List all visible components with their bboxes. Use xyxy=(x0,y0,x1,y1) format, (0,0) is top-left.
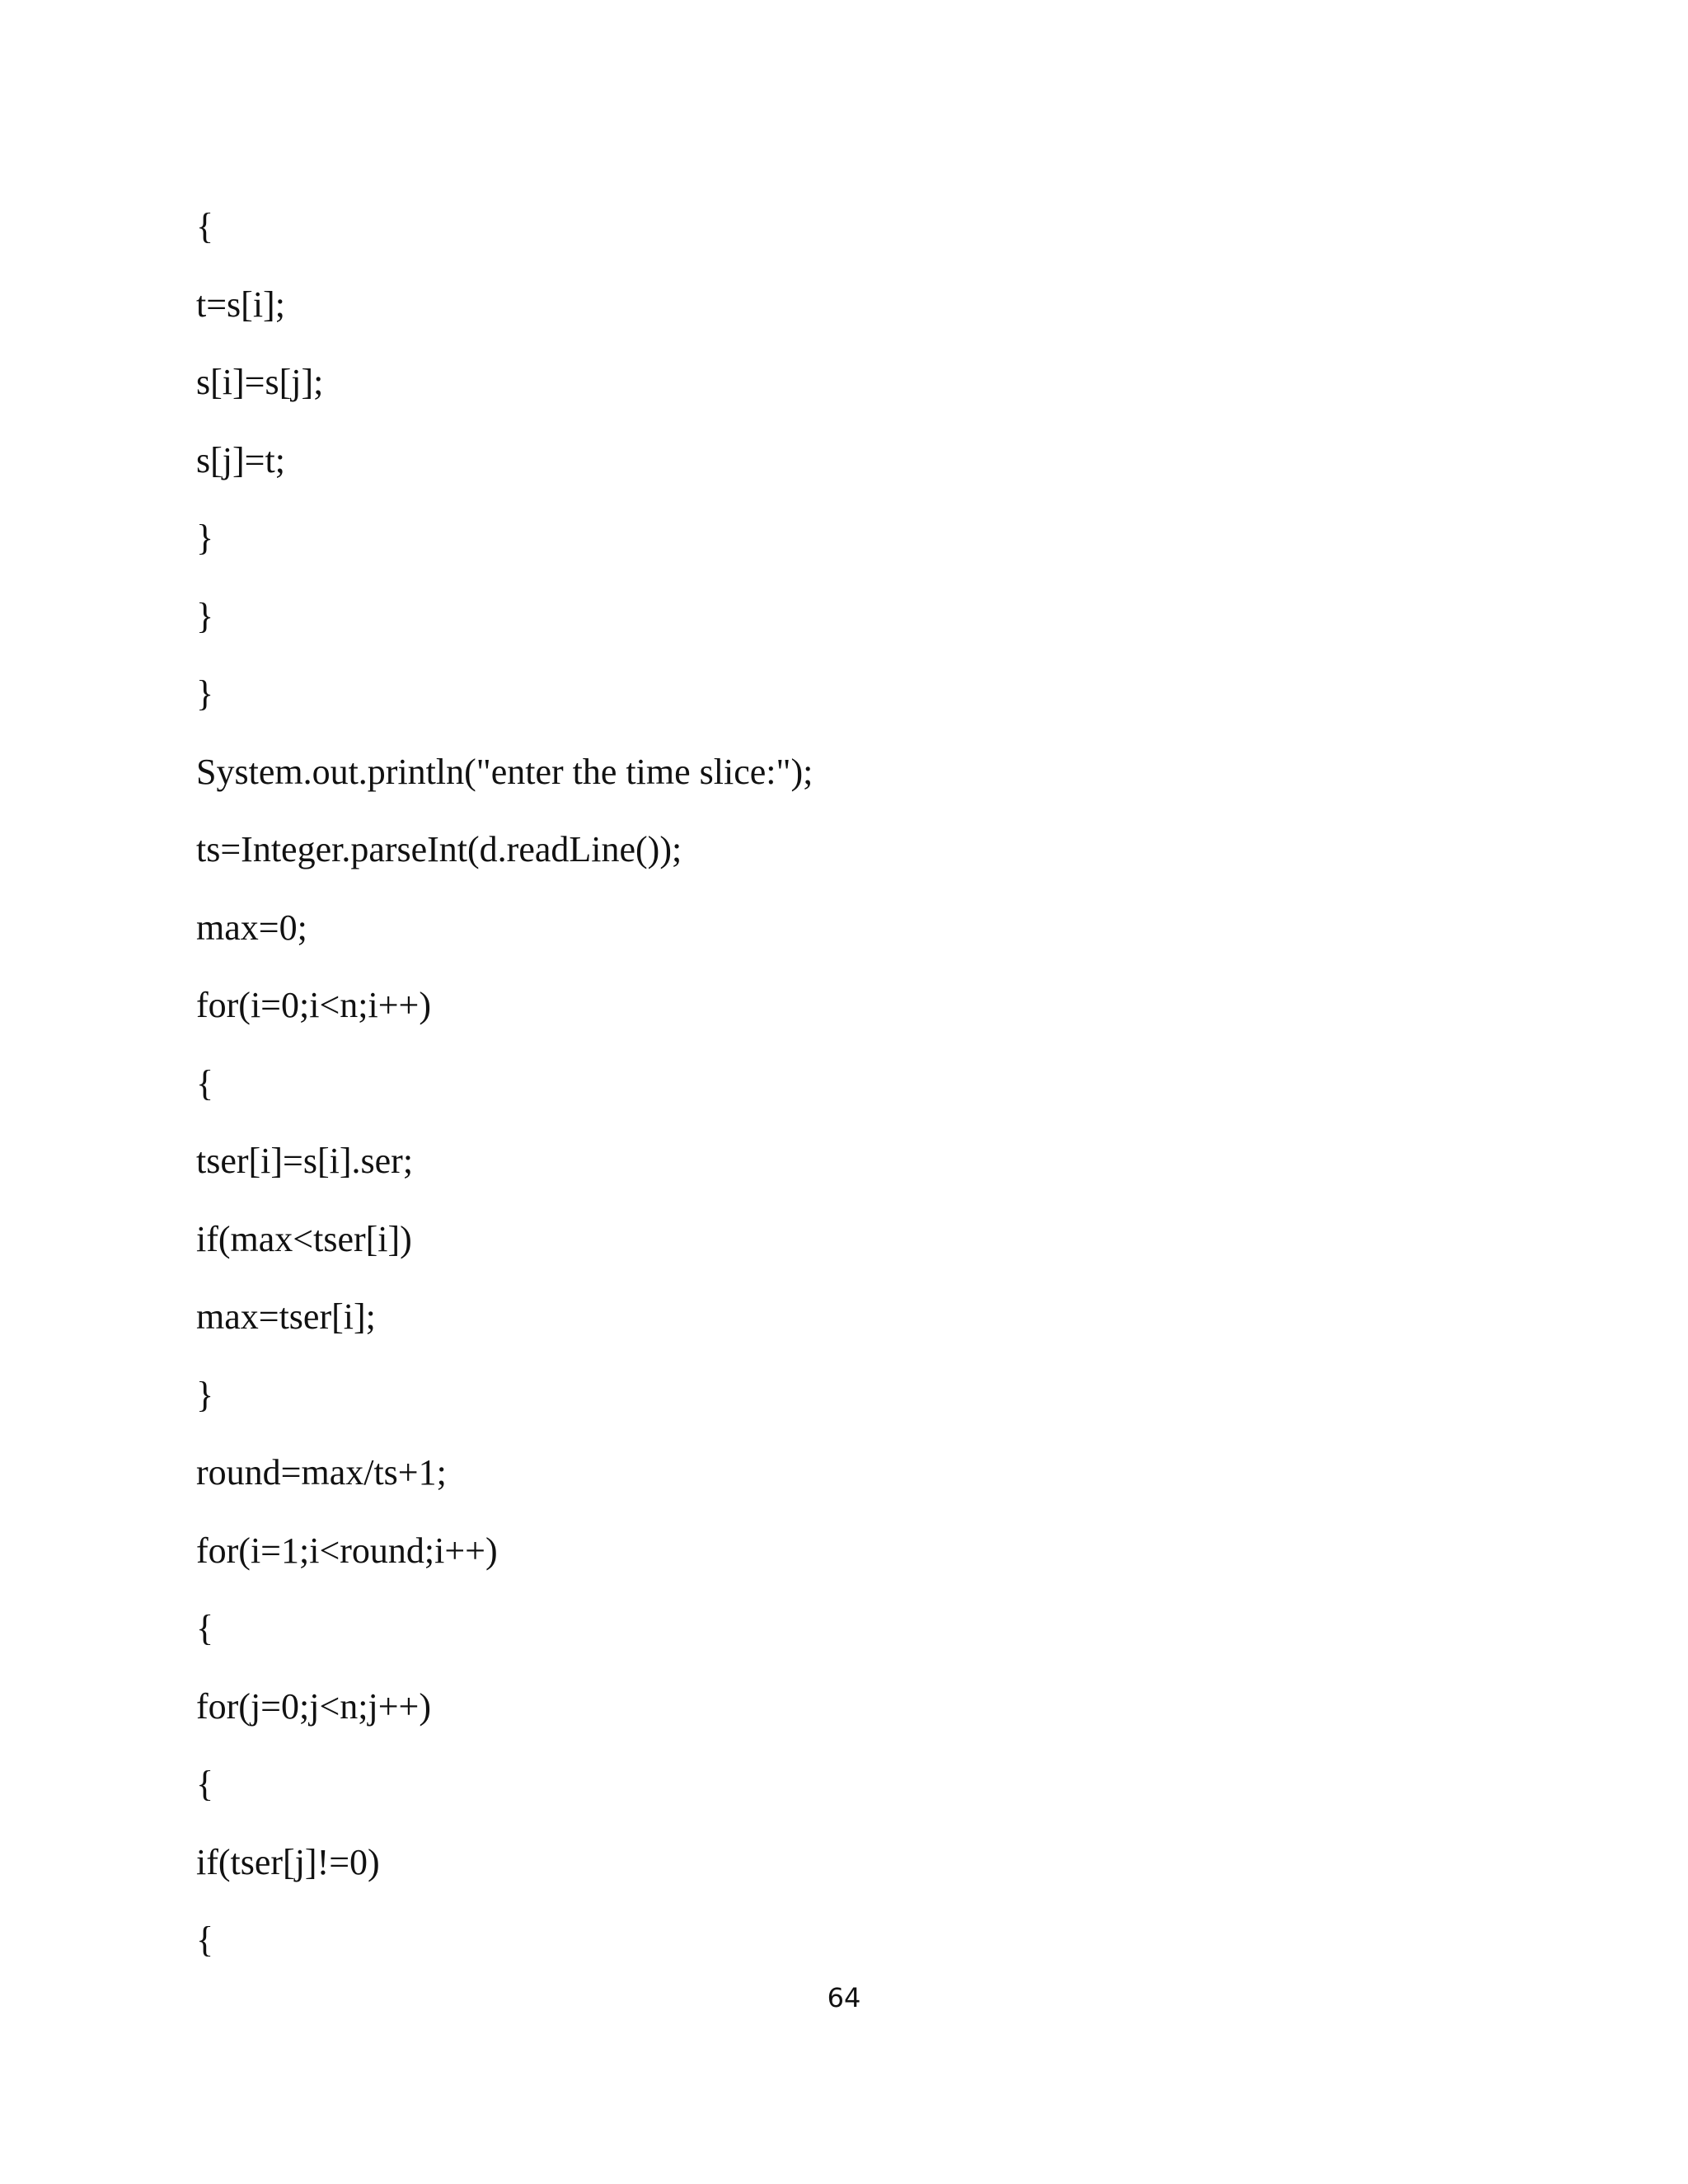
code-line: } xyxy=(196,1374,214,1415)
code-line: System.out.println("enter the time slice:"); xyxy=(196,751,814,792)
code-line: { xyxy=(196,1919,214,1960)
code-line: max=tser[i]; xyxy=(196,1296,376,1337)
page-number: 64 xyxy=(827,1982,861,2013)
code-line: { xyxy=(196,1764,214,1804)
code-line: t=s[i]; xyxy=(196,284,285,325)
code-line: { xyxy=(196,1062,214,1104)
code-line: if(max<tser[i]) xyxy=(196,1218,412,1259)
code-line: for(i=1;i<round;i++) xyxy=(196,1530,498,1571)
code-line: round=max/ts+1; xyxy=(196,1452,447,1493)
code-line: for(i=0;i<n;i++) xyxy=(196,985,431,1025)
code-line: } xyxy=(196,673,214,714)
code-line: { xyxy=(196,1608,214,1648)
code-line: { xyxy=(196,206,214,246)
code-listing xyxy=(196,188,1482,1980)
code-line: ts=Integer.parseInt(d.readLine()); xyxy=(196,829,682,869)
code-line: } xyxy=(196,518,214,558)
code-line: s[i]=s[j]; xyxy=(196,362,324,402)
code-line: if(tser[j]!=0) xyxy=(196,1841,380,1882)
code-line: tser[i]=s[i].ser; xyxy=(196,1141,414,1181)
code-line: s[j]=t; xyxy=(196,439,285,480)
code-line: for(j=0;j<n;j++) xyxy=(196,1685,431,1727)
code-line: max=0; xyxy=(196,907,307,948)
code-line: } xyxy=(196,595,214,636)
